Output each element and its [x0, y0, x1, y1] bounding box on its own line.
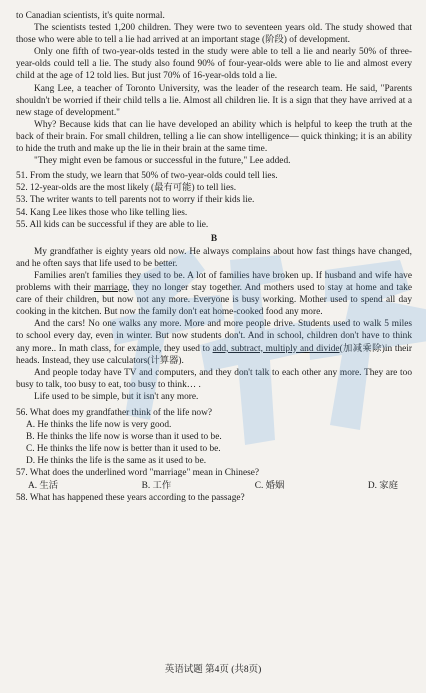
passage-paragraph: Only one fifth of two-year-olds tested in the study were able to tell a lie and nearly 50% of three-year-olds could tell a lie. The study also found 90% of four-year-olds were able to lie and almost every child at the age of 12 told lies. But just 70% of 16-year-olds told a lie. [16, 47, 412, 82]
passage-paragraph: Kang Lee, a teacher of Toronto University, was the leader of the research team. He said, "Parents shouldn't be worried if their child tells a lie. Almost all children lie. It is a sign that they have arrived at a new stage of development." [16, 83, 412, 118]
option-c: C. He thinks the life now is better than it used to be. [26, 444, 221, 455]
question-58 [16, 492, 412, 504]
passage-a [16, 10, 412, 167]
text-span: And the cars! No one walks any more. More and more people drive. Students used to walk 5 miles to school every day, even in winter. But now students don't. And in school, children don't have to think any more.. In math class, for example, they used to [16, 319, 412, 354]
text-span: (加减乘除)in their heads. Instead, they use calculators(计算器). [16, 343, 412, 366]
option-b: B. He thinks the life now is worse than it used to be. [26, 432, 222, 443]
passage-paragraph [16, 318, 412, 366]
option-d: D. He thinks the life is the same as it used to be. [26, 456, 207, 467]
option-row [16, 480, 412, 492]
statement-item: 54. Kang Lee likes those who like telling lies. [16, 207, 188, 218]
question-stem: 58. What has happened these years according to the passage? [16, 492, 245, 503]
option-c: C. 婚姻 [254, 480, 285, 491]
passage-paragraph: The scientists tested 1,200 children. They were two to seventeen years old. The study showed that those who were able to tell a lie had arrived at an important stage (阶段) of development. [16, 23, 412, 46]
underlined-word: marriage [93, 283, 128, 294]
passage-paragraph: Life used to be simple, but it isn't any more. [34, 391, 199, 402]
statement-item: 55. All kids can be successful if they are able to lie. [16, 219, 209, 230]
option-d: D. 家庭 [367, 480, 398, 491]
question-stem: 56. What does my grandfather think of the life now? [16, 408, 212, 418]
passage-paragraph [16, 270, 412, 318]
passage-paragraph: And people today have TV and computers, and they don't talk to each other any more. They are too busy to talk, too busy to eat, too busy to think… . [16, 367, 412, 390]
question-57 [16, 467, 412, 491]
statement-list [16, 170, 412, 230]
question-56 [16, 407, 412, 467]
option-a: A. 生活 [28, 480, 59, 491]
passage-b [16, 246, 412, 403]
passage-paragraph: to Canadian scientists, it's quite normal. [16, 11, 165, 21]
text-span: , they no longer stay together. And mothers used to stay at home and take care of their children, but now not any more. Everyone is busy working. Mother used to spend all day cooking in the kitchen. But now the family don't eat home-cooked food any more. [16, 283, 412, 318]
section-title: B [210, 233, 218, 244]
statement-item: 51. From the study, we learn that 50% of two-year-olds could tell lies. [16, 171, 278, 182]
statement-item: 53. The writer wants to tell parents not to worry if their kids lie. [16, 195, 255, 206]
option-a: A. He thinks the life now is very good. [26, 420, 172, 431]
passage-paragraph: Why? Because kids that can lie have developed an ability which is helpful to keep the truth at the back of their brain. For small children, telling a lie can show intelligence— quick thinking; it is an ability to hide the truth and make up the lie in their brain at the same time. [16, 119, 412, 155]
text-span: Families aren't families they used to be. A lot of families have broken up. If husband and wife have problems with their [16, 270, 412, 294]
passage-paragraph: My grandfather is eighty years old now. He always complains about how fast things have changed, and he often says that life used to be better. [16, 246, 412, 269]
underlined-phrase: add, subtract, multiply and divide [212, 343, 340, 354]
statement-item: 52. 12-year-olds are the most likely (最有可能) to tell lies. [16, 183, 237, 194]
option-b: B. 工作 [141, 480, 172, 491]
option-list [26, 419, 412, 467]
page-footer: 英语试题 第4页 (共8页) [164, 665, 262, 675]
question-stem: 57. What does the underlined word "marriage" mean in Chinese? [16, 468, 260, 479]
passage-paragraph: "They might even be famous or successful in the future," Lee added. [34, 156, 291, 167]
